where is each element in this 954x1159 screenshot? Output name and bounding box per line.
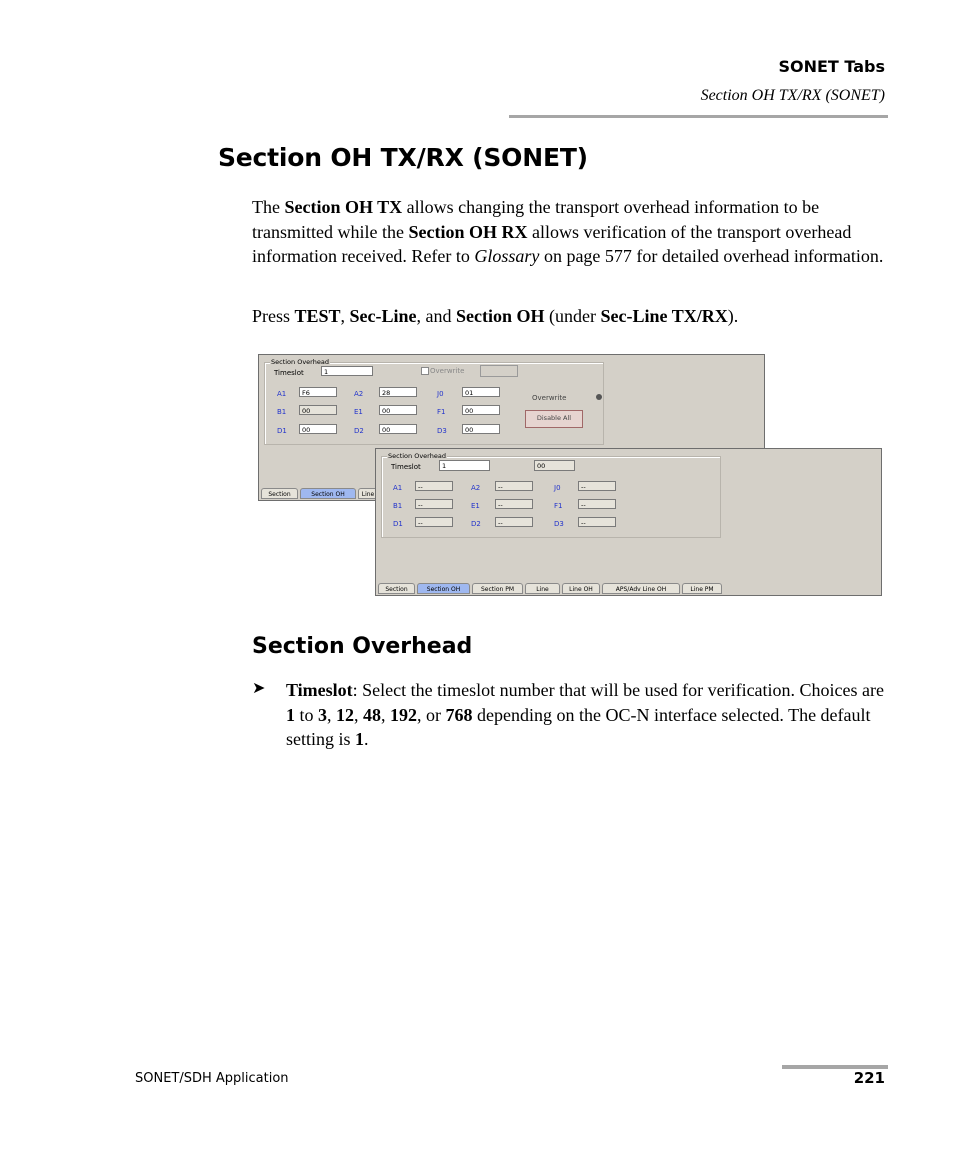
tx-field-j0[interactable]: 01 xyxy=(462,387,500,397)
tx-timeslot-input[interactable]: 1 xyxy=(321,366,373,376)
rx-tab-section[interactable]: Section xyxy=(378,583,415,594)
rx-timeslot-label: Timeslot xyxy=(391,463,421,471)
rx-label-d2: D2 xyxy=(471,520,481,528)
tx-tab-section[interactable]: Section xyxy=(261,488,298,499)
tx-field-d3[interactable]: 00 xyxy=(462,424,500,434)
timeslot-bullet-text: Timeslot: Select the timeslot number that will be used for verification. Choices are 1 to 3, 12, 48, 192, or 768 depending on the OC-N interface selected. The default setting is 1. xyxy=(286,680,885,749)
rx-label-d3: D3 xyxy=(554,520,564,528)
tx-field-a1[interactable]: F6 xyxy=(299,387,337,397)
rx-label-a1: A1 xyxy=(393,484,403,492)
rx-field-a2: -- xyxy=(495,481,533,491)
tx-field-e1[interactable]: 00 xyxy=(379,405,417,415)
tx-group-title: Section Overhead xyxy=(271,358,329,366)
rx-section-overhead-group xyxy=(381,452,721,538)
rx-field-j0: -- xyxy=(578,481,616,491)
tx-overwrite-check-label: Overwrite xyxy=(430,367,465,375)
tx-overwrite-checkbox[interactable] xyxy=(421,367,429,375)
rx-timeslot-input[interactable]: 1 xyxy=(439,460,490,471)
header-rule xyxy=(509,115,888,118)
rx-tab-bar xyxy=(376,583,881,595)
tx-timeslot-label: Timeslot xyxy=(274,369,304,377)
rx-tab-line[interactable]: Line xyxy=(525,583,560,594)
rx-label-j0: J0 xyxy=(554,484,561,492)
tx-tab-line[interactable]: Line xyxy=(358,488,378,499)
tx-field-b1[interactable]: 00 xyxy=(299,405,337,415)
tx-section-overhead-group xyxy=(264,358,604,445)
footer-label: SONET/SDH Application xyxy=(135,1071,289,1086)
tx-field-d2[interactable]: 00 xyxy=(379,424,417,434)
tx-label-a1: A1 xyxy=(277,390,287,398)
tx-field-f1[interactable]: 00 xyxy=(462,405,500,415)
page-title: Section OH TX/RX (SONET) xyxy=(218,143,588,172)
rx-field-b1: -- xyxy=(415,499,453,509)
rx-tab-section-pm[interactable]: Section PM xyxy=(472,583,523,594)
press-paragraph: Press TEST, Sec-Line, and Section OH (under Sec-Line TX/RX). xyxy=(252,306,739,326)
tx-tab-section-oh[interactable]: Section OH xyxy=(300,488,356,499)
tx-label-d2: D2 xyxy=(354,427,364,435)
tx-label-a2: A2 xyxy=(354,390,364,398)
rx-screenshot xyxy=(375,448,882,596)
rx-tab-section-oh[interactable]: Section OH xyxy=(417,583,470,594)
intro-paragraph: The Section OH TX allows changing the transport overhead information to be transmitted while the Section OH RX allows verification of the transport overhead information received. Refer to Glossary on page 577 for detailed overhead information. xyxy=(252,197,884,266)
rx-field-d2: -- xyxy=(495,517,533,527)
tx-overwrite-indicator xyxy=(596,394,602,400)
bullet-arrow-icon: ➤ xyxy=(252,680,266,697)
rx-field-d3: -- xyxy=(578,517,616,527)
header-title: SONET Tabs xyxy=(778,57,885,76)
rx-field-f1: -- xyxy=(578,499,616,509)
rx-tab-line-pm[interactable]: Line PM xyxy=(682,583,722,594)
header-subtitle: Section OH TX/RX (SONET) xyxy=(700,87,885,104)
section-heading: Section Overhead xyxy=(252,634,473,659)
rx-group-title: Section Overhead xyxy=(388,452,446,460)
tx-field-a2[interactable]: 28 xyxy=(379,387,417,397)
tx-field-d1[interactable]: 00 xyxy=(299,424,337,434)
rx-label-e1: E1 xyxy=(471,502,480,510)
page-number: 221 xyxy=(853,1069,885,1087)
tx-overwrite-label: Overwrite xyxy=(532,394,567,402)
tx-label-d3: D3 xyxy=(437,427,447,435)
rx-field-a1: -- xyxy=(415,481,453,491)
tx-label-f1: F1 xyxy=(437,408,446,416)
rx-label-d1: D1 xyxy=(393,520,403,528)
tx-label-d1: D1 xyxy=(277,427,287,435)
rx-tab-aps-adv-line-oh[interactable]: APS/Adv Line OH xyxy=(602,583,680,594)
rx-right-value: 00 xyxy=(534,460,575,471)
rx-tab-line-oh[interactable]: Line OH xyxy=(562,583,600,594)
tx-label-e1: E1 xyxy=(354,408,363,416)
tx-overwrite-value-field[interactable] xyxy=(480,365,518,377)
disable-all-button[interactable]: Disable All xyxy=(525,410,583,428)
rx-field-e1: -- xyxy=(495,499,533,509)
tx-label-j0: J0 xyxy=(437,390,444,398)
rx-label-b1: B1 xyxy=(393,502,403,510)
rx-field-d1: -- xyxy=(415,517,453,527)
tx-label-b1: B1 xyxy=(277,408,287,416)
rx-label-a2: A2 xyxy=(471,484,481,492)
rx-label-f1: F1 xyxy=(554,502,563,510)
